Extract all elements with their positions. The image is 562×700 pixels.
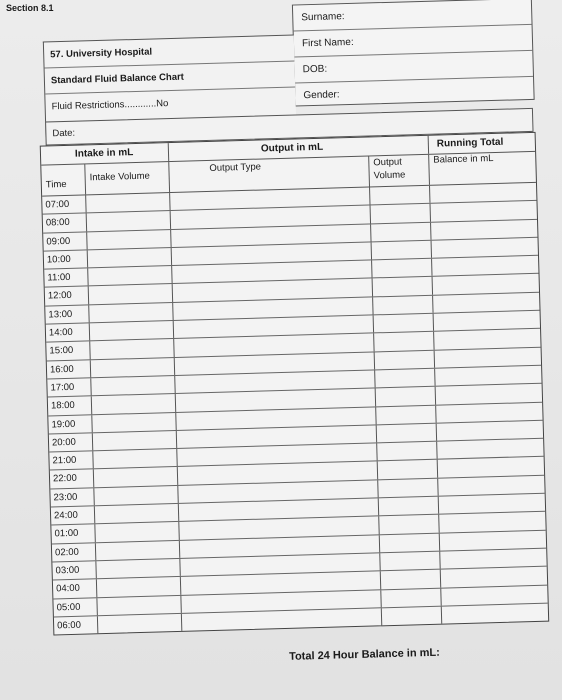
balance-cell xyxy=(440,549,546,569)
time-cell: 18:00 xyxy=(48,397,92,416)
intake-volume-cell xyxy=(92,413,176,433)
time-cell: 20:00 xyxy=(49,433,93,452)
output-volume-cell xyxy=(378,478,438,497)
output-volume-cell xyxy=(372,241,432,260)
balance-cell xyxy=(430,183,536,203)
time-cell: 13:00 xyxy=(45,305,89,324)
time-cell: 05:00 xyxy=(53,598,97,617)
surname-field: Surname: xyxy=(293,0,532,32)
time-cell: 07:00 xyxy=(42,195,86,214)
time-cell: 22:00 xyxy=(50,470,94,489)
balance-cell xyxy=(440,530,546,550)
intake-volume-cell xyxy=(93,449,177,469)
output-volume-cell xyxy=(373,277,433,296)
balance-cell xyxy=(436,384,542,404)
first-name-field: First Name: xyxy=(294,25,533,58)
balance-cell xyxy=(441,567,547,587)
time-cell: 19:00 xyxy=(48,415,92,434)
time-cell: 21:00 xyxy=(49,451,93,470)
time-cell: 12:00 xyxy=(45,287,89,306)
time-cell: 11:00 xyxy=(44,269,88,288)
output-volume-cell xyxy=(379,497,439,516)
time-cell: 09:00 xyxy=(43,232,87,251)
balance-cell xyxy=(434,311,540,331)
intake-volume-cell xyxy=(94,467,178,487)
balance-cell xyxy=(439,494,545,514)
time-cell: 14:00 xyxy=(46,323,90,342)
intake-volume-cell xyxy=(91,358,175,378)
time-column-header: Time xyxy=(41,164,86,195)
hour-rows xyxy=(42,183,548,635)
intake-volume-cell xyxy=(96,559,180,579)
output-volume-cell xyxy=(375,369,435,388)
output-volume-cell xyxy=(372,259,432,278)
balance-cell xyxy=(437,439,543,459)
balance-cell xyxy=(435,347,541,367)
intake-volume-cell xyxy=(95,522,179,542)
balance-cell xyxy=(432,256,538,276)
balance-cell xyxy=(433,274,539,294)
balance-column-header: Balance in mL xyxy=(433,153,494,166)
intake-volume-cell xyxy=(93,431,177,451)
output-volume-cell xyxy=(373,296,433,315)
output-volume-cell xyxy=(370,186,430,205)
intake-volume-cell xyxy=(95,504,179,524)
balance-cell xyxy=(432,238,538,258)
intake-volume-cell xyxy=(87,211,171,231)
output-volume-cell xyxy=(376,387,436,406)
intake-volume-column-header: Intake Volume xyxy=(85,162,170,194)
intake-volume-cell xyxy=(92,394,176,414)
intake-volume-cell xyxy=(91,376,175,396)
time-cell: 10:00 xyxy=(44,250,88,269)
time-cell: 17:00 xyxy=(47,378,91,397)
output-volume-column-header: Output Volume xyxy=(369,155,430,187)
output-volume-cell xyxy=(379,515,439,534)
output-volume-cell xyxy=(376,405,436,424)
balance-cell xyxy=(437,421,543,441)
intake-volume-cell xyxy=(94,486,178,506)
balance-cell xyxy=(438,475,544,495)
hospital-name: 57. University Hospital xyxy=(44,36,295,69)
time-cell: 23:00 xyxy=(50,488,94,507)
output-volume-cell xyxy=(374,332,434,351)
output-volume-cell xyxy=(371,222,431,241)
output-volume-cell xyxy=(375,350,435,369)
intake-volume-cell xyxy=(88,266,172,286)
balance-cell xyxy=(441,585,547,605)
output-volume-cell xyxy=(377,442,437,461)
fluid-restrictions: Fluid Restrictions............No xyxy=(51,98,169,113)
running-total-group-header: Running Total xyxy=(436,136,504,150)
time-cell: 04:00 xyxy=(53,579,97,598)
section-label: Section 8.1 xyxy=(6,3,54,13)
output-type-column-header: Output Type xyxy=(169,156,370,192)
balance-cell xyxy=(431,219,537,239)
intake-volume-cell xyxy=(89,303,173,323)
time-cell: 08:00 xyxy=(43,214,87,233)
fluid-balance-form xyxy=(26,0,562,672)
time-cell: 24:00 xyxy=(51,506,95,525)
balance-cell xyxy=(431,201,537,221)
output-volume-cell xyxy=(377,424,437,443)
intake-volume-cell xyxy=(97,577,181,597)
dob-field: DOB: xyxy=(294,51,533,84)
output-volume-cell xyxy=(371,204,431,223)
balance-cell xyxy=(439,512,545,532)
intake-volume-cell xyxy=(87,230,171,250)
output-group-header: Output in mL xyxy=(169,136,429,161)
time-cell: 01:00 xyxy=(51,525,95,544)
output-volume-cell xyxy=(381,588,441,607)
balance-cell xyxy=(436,402,542,422)
balance-cell xyxy=(434,329,540,349)
total-balance-label: Total 24 Hour Balance in mL: xyxy=(288,646,440,663)
output-volume-cell xyxy=(374,314,434,333)
intake-volume-cell xyxy=(90,339,174,359)
date-field: Date: xyxy=(45,108,533,146)
intake-volume-cell xyxy=(86,193,170,213)
output-volume-cell xyxy=(378,460,438,479)
intake-volume-cell xyxy=(97,595,181,615)
intake-volume-cell xyxy=(90,321,174,341)
output-volume-cell xyxy=(380,533,440,552)
time-cell: 06:00 xyxy=(54,616,98,635)
time-cell: 03:00 xyxy=(52,561,96,580)
intake-group-header: Intake in mL xyxy=(41,143,169,165)
output-volume-cell xyxy=(382,606,442,625)
intake-volume-cell xyxy=(98,614,182,634)
balance-cell xyxy=(438,457,544,477)
patient-details-box xyxy=(292,0,535,107)
intake-volume-cell xyxy=(88,248,172,268)
output-volume-cell xyxy=(381,570,441,589)
gender-field: Gender: xyxy=(303,89,340,102)
balance-cell xyxy=(435,366,541,386)
balance-cell xyxy=(442,603,548,623)
intake-volume-cell xyxy=(96,541,180,561)
output-volume-cell xyxy=(380,552,440,571)
intake-volume-cell xyxy=(89,284,173,304)
balance-cell xyxy=(433,293,539,313)
fluid-balance-table xyxy=(40,132,549,636)
time-cell: 15:00 xyxy=(46,342,90,361)
time-cell: 02:00 xyxy=(52,543,96,562)
time-cell: 16:00 xyxy=(47,360,91,379)
chart-title: Standard Fluid Balance Chart xyxy=(45,62,296,95)
